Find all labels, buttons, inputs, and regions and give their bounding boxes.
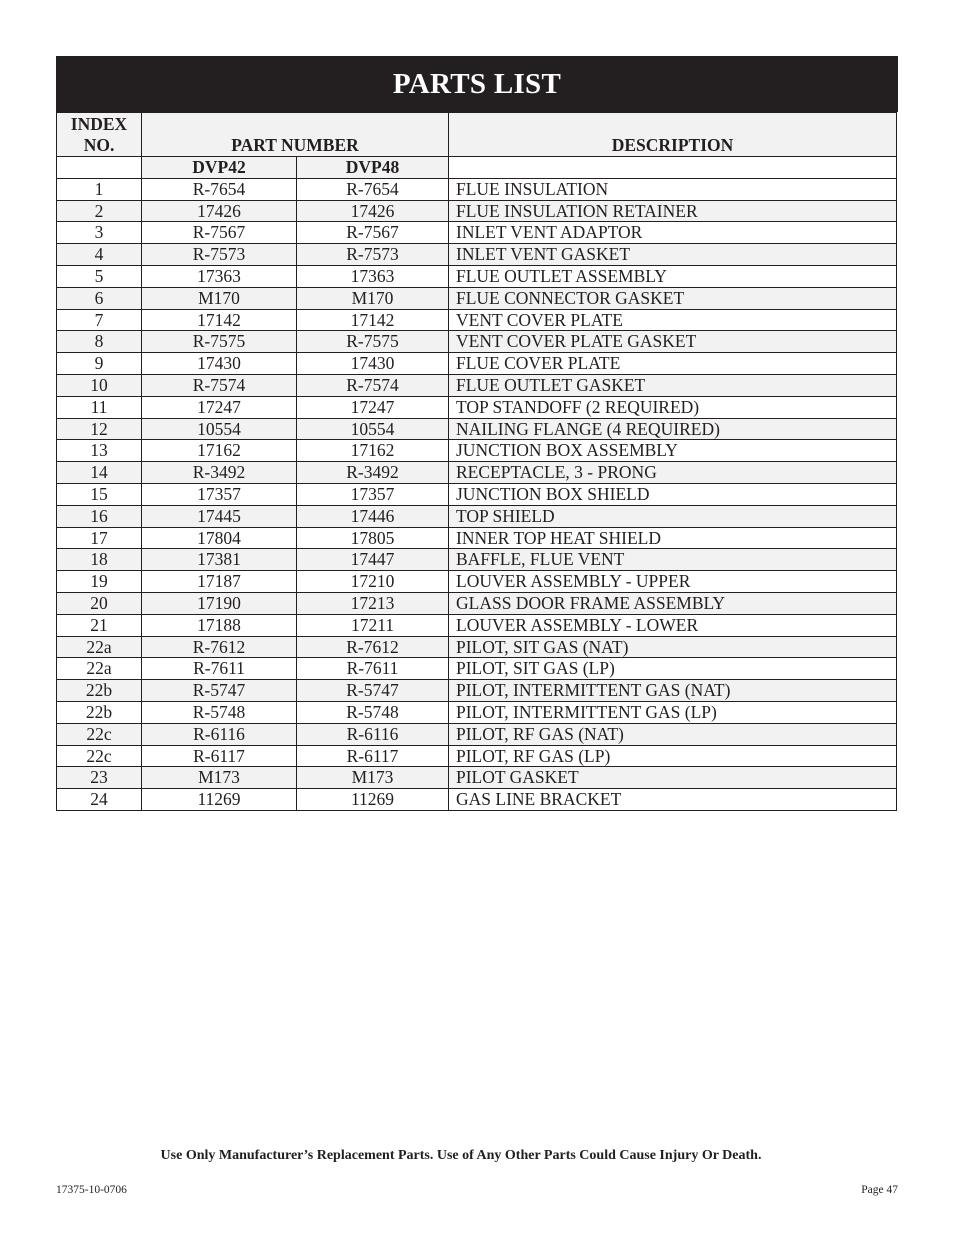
table-row [57,745,897,767]
table-row [57,396,897,418]
dvp42-part-cell: 17187 [142,571,297,593]
index-cell: 1 [57,178,142,200]
table-header-row [57,113,897,157]
table-row [57,789,897,811]
description-cell: JUNCTION BOX ASSEMBLY [449,440,897,462]
index-cell: 9 [57,353,142,375]
dvp48-part-cell: 17213 [297,592,449,614]
description-cell: PILOT GASKET [449,767,897,789]
table-row [57,614,897,636]
dvp42-part-cell: R-6117 [142,745,297,767]
dvp42-part-cell: 17445 [142,505,297,527]
page-title: PARTS LIST [56,56,898,112]
dvp48-part-cell: R-3492 [297,462,449,484]
dvp48-part-cell: M173 [297,767,449,789]
part-number-column-header: PART NUMBER [142,113,449,157]
dvp42-part-cell: R-5748 [142,701,297,723]
dvp48-part-cell: M170 [297,287,449,309]
table-row [57,462,897,484]
model-header-row [57,157,897,179]
dvp42-part-cell: R-7612 [142,636,297,658]
dvp48-part-cell: 17210 [297,571,449,593]
table-row [57,418,897,440]
dvp42-part-cell: 17804 [142,527,297,549]
table-row [57,440,897,462]
dvp42-part-cell: 17247 [142,396,297,418]
dvp48-part-cell: R-7654 [297,178,449,200]
description-cell: TOP STANDOFF (2 REQUIRED) [449,396,897,418]
dvp48-part-cell: 17357 [297,483,449,505]
table-row [57,244,897,266]
index-cell: 8 [57,331,142,353]
index-cell: 13 [57,440,142,462]
dvp42-part-cell: 17142 [142,309,297,331]
dvp42-part-cell: 17190 [142,592,297,614]
dvp42-part-cell: 11269 [142,789,297,811]
dvp48-part-cell: 11269 [297,789,449,811]
table-row [57,592,897,614]
dvp48-part-cell: 17447 [297,549,449,571]
table-row [57,571,897,593]
parts-table [56,112,897,811]
description-cell: LOUVER ASSEMBLY - UPPER [449,571,897,593]
dvp42-part-cell: 10554 [142,418,297,440]
table-row [57,265,897,287]
page-number: Page 47 [861,1184,898,1196]
dvp48-part-cell: 17805 [297,527,449,549]
dvp48-part-cell: 17142 [297,309,449,331]
table-row [57,374,897,396]
description-cell: PILOT, SIT GAS (LP) [449,658,897,680]
dvp48-part-cell: 17363 [297,265,449,287]
dvp48-part-cell: R-5747 [297,680,449,702]
dvp42-part-cell: R-7575 [142,331,297,353]
description-cell: FLUE INSULATION RETAINER [449,200,897,222]
dvp42-part-cell: R-6116 [142,723,297,745]
dvp48-part-cell: R-7611 [297,658,449,680]
dvp48-part-cell: 17211 [297,614,449,636]
index-cell: 22c [57,745,142,767]
description-cell: FLUE COVER PLATE [449,353,897,375]
dvp42-part-cell: R-7654 [142,178,297,200]
index-cell: 22c [57,723,142,745]
index-cell: 18 [57,549,142,571]
index-cell: 2 [57,200,142,222]
index-cell: 5 [57,265,142,287]
index-cell: 6 [57,287,142,309]
table-row [57,287,897,309]
dvp48-part-cell: R-7567 [297,222,449,244]
index-cell: 19 [57,571,142,593]
description-cell: BAFFLE, FLUE VENT [449,549,897,571]
index-cell: 24 [57,789,142,811]
dvp42-part-cell: R-7611 [142,658,297,680]
table-row [57,331,897,353]
table-row [57,527,897,549]
dvp42-part-cell: R-7574 [142,374,297,396]
document-number: 17375-10-0706 [56,1184,127,1196]
description-cell: JUNCTION BOX SHIELD [449,483,897,505]
description-cell: PILOT, RF GAS (LP) [449,745,897,767]
table-row [57,723,897,745]
dvp42-part-cell: 17426 [142,200,297,222]
index-cell: 21 [57,614,142,636]
index-subheader-blank [57,157,142,179]
table-row [57,767,897,789]
index-cell: 7 [57,309,142,331]
description-cell: INLET VENT GASKET [449,244,897,266]
dvp42-part-cell: R-3492 [142,462,297,484]
index-cell: 11 [57,396,142,418]
description-cell: VENT COVER PLATE [449,309,897,331]
description-cell: GLASS DOOR FRAME ASSEMBLY [449,592,897,614]
description-cell: GAS LINE BRACKET [449,789,897,811]
dvp48-part-cell: 17426 [297,200,449,222]
replacement-parts-warning: Use Only Manufacturer’s Replacement Parts. Use of Any Other Parts Could Cause Injury Or Death. [160,1148,762,1163]
dvp42-part-cell: 17357 [142,483,297,505]
dvp48-part-cell: 17162 [297,440,449,462]
description-cell: PILOT, INTERMITTENT GAS (LP) [449,701,897,723]
dvp42-part-cell: 17430 [142,353,297,375]
dvp42-part-cell: M170 [142,287,297,309]
table-row [57,222,897,244]
table-row [57,309,897,331]
index-column-header: INDEX NO. [57,113,142,157]
dvp48-part-cell: 17430 [297,353,449,375]
index-cell: 22a [57,636,142,658]
index-cell: 14 [57,462,142,484]
index-cell: 12 [57,418,142,440]
description-subheader-blank [449,157,897,179]
description-cell: TOP SHIELD [449,505,897,527]
table-row [57,701,897,723]
index-cell: 22b [57,680,142,702]
index-cell: 16 [57,505,142,527]
dvp48-part-cell: R-7612 [297,636,449,658]
index-cell: 4 [57,244,142,266]
dvp48-part-cell: 17247 [297,396,449,418]
table-row [57,353,897,375]
description-cell: NAILING FLANGE (4 REQUIRED) [449,418,897,440]
dvp48-part-cell: R-6117 [297,745,449,767]
dvp48-part-cell: R-7575 [297,331,449,353]
index-cell: 15 [57,483,142,505]
description-cell: INNER TOP HEAT SHIELD [449,527,897,549]
dvp48-part-cell: R-7574 [297,374,449,396]
table-row [57,178,897,200]
index-cell: 23 [57,767,142,789]
dvp42-part-cell: 17162 [142,440,297,462]
description-cell: FLUE CONNECTOR GASKET [449,287,897,309]
description-cell: RECEPTACLE, 3 - PRONG [449,462,897,484]
dvp48-part-cell: R-7573 [297,244,449,266]
dvp48-part-cell: 17446 [297,505,449,527]
description-cell: PILOT, INTERMITTENT GAS (NAT) [449,680,897,702]
index-cell: 22b [57,701,142,723]
description-cell: PILOT, SIT GAS (NAT) [449,636,897,658]
description-cell: FLUE OUTLET GASKET [449,374,897,396]
dvp42-part-cell: R-7573 [142,244,297,266]
table-row [57,200,897,222]
description-cell: FLUE OUTLET ASSEMBLY [449,265,897,287]
model-dvp48-header: DVP48 [297,157,449,179]
table-row [57,505,897,527]
index-cell: 3 [57,222,142,244]
table-row [57,680,897,702]
dvp48-part-cell: R-6116 [297,723,449,745]
table-row [57,658,897,680]
dvp42-part-cell: 17381 [142,549,297,571]
description-column-header: DESCRIPTION [449,113,897,157]
dvp42-part-cell: 17363 [142,265,297,287]
description-cell: LOUVER ASSEMBLY - LOWER [449,614,897,636]
description-cell: VENT COVER PLATE GASKET [449,331,897,353]
dvp42-part-cell: R-7567 [142,222,297,244]
index-cell: 22a [57,658,142,680]
index-cell: 20 [57,592,142,614]
index-cell: 10 [57,374,142,396]
description-cell: INLET VENT ADAPTOR [449,222,897,244]
dvp42-part-cell: M173 [142,767,297,789]
table-row [57,549,897,571]
parts-table-body [57,178,897,810]
description-cell: FLUE INSULATION [449,178,897,200]
dvp48-part-cell: R-5748 [297,701,449,723]
dvp42-part-cell: 17188 [142,614,297,636]
table-row [57,483,897,505]
dvp42-part-cell: R-5747 [142,680,297,702]
description-cell: PILOT, RF GAS (NAT) [449,723,897,745]
dvp48-part-cell: 10554 [297,418,449,440]
table-row [57,636,897,658]
index-cell: 17 [57,527,142,549]
model-dvp42-header: DVP42 [142,157,297,179]
